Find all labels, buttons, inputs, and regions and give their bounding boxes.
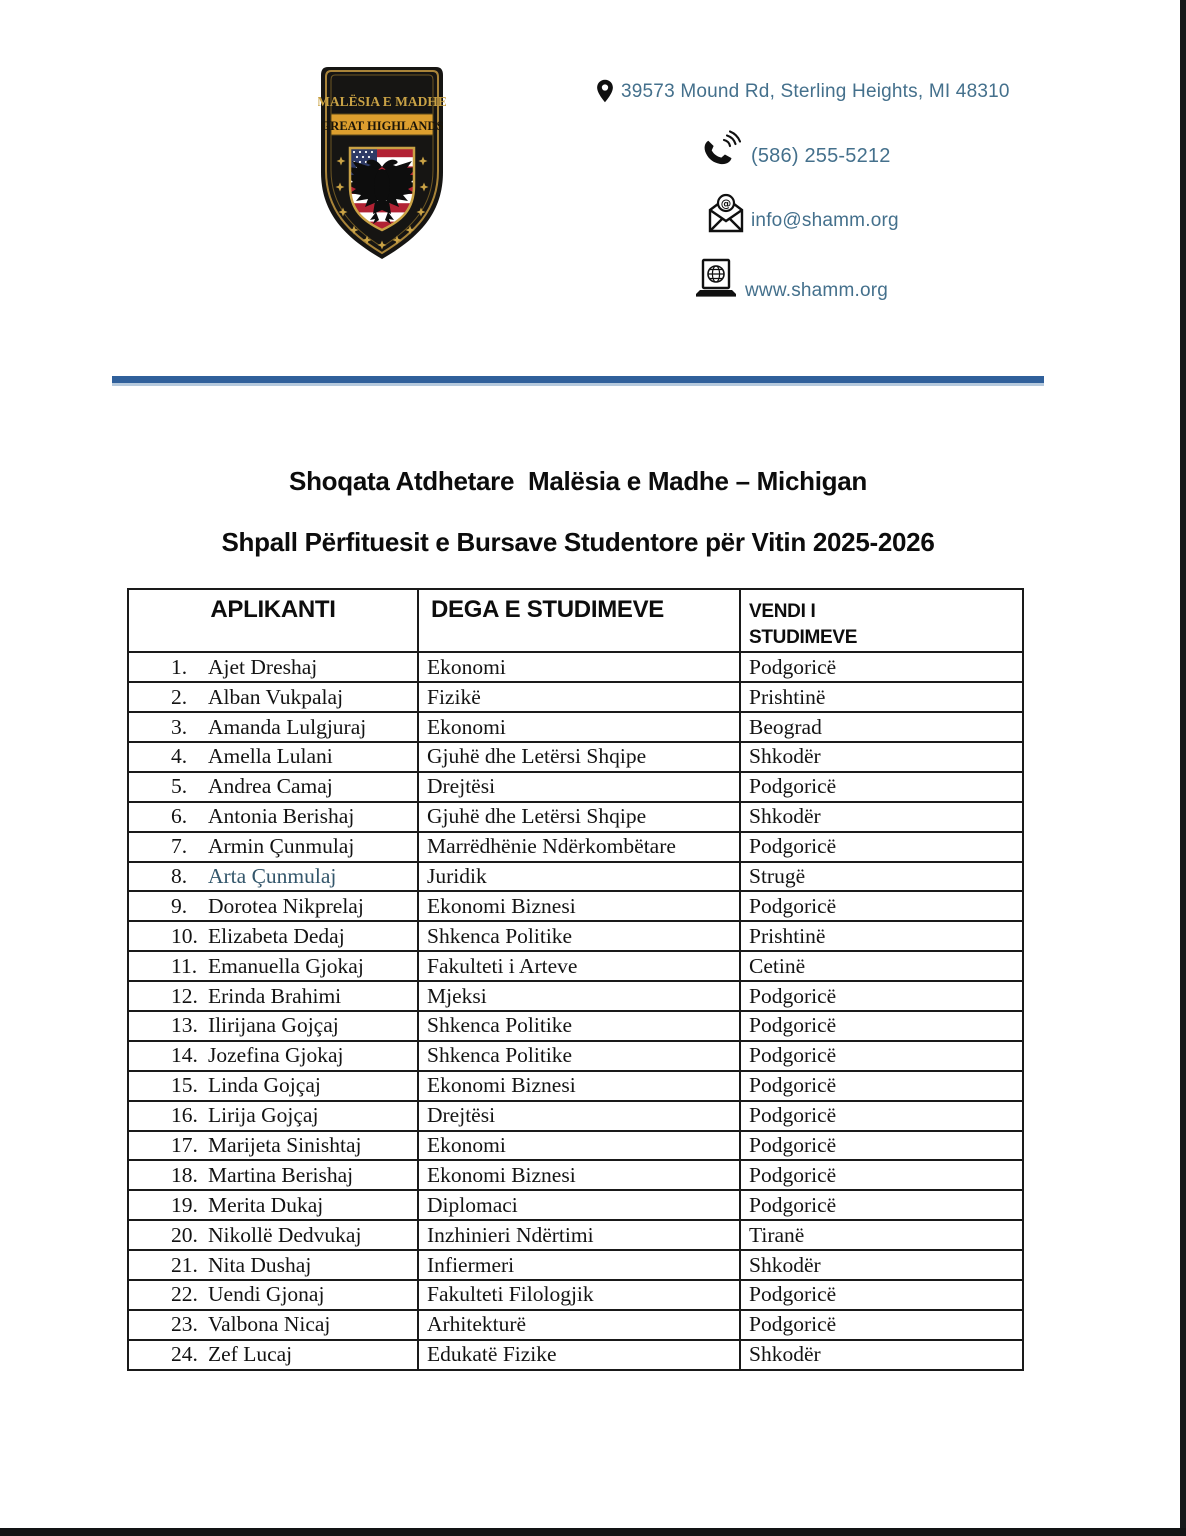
row-number: 2. (171, 684, 188, 709)
study-place-cell: Podgoricë (740, 1190, 1023, 1220)
table-row (128, 1280, 1023, 1310)
location-pin-icon (596, 78, 614, 104)
study-field-cell: Gjuhë dhe Letërsi Shqipe (418, 802, 740, 832)
row-number: 14. (171, 1043, 198, 1068)
website-line (694, 258, 889, 301)
applicant-name: Martina Berishaj (208, 1162, 354, 1187)
applicant-name: Emanuella Gjokaj (208, 953, 364, 978)
website-text: www.shamm.org (745, 280, 889, 301)
phone-icon (702, 130, 742, 168)
applicant-cell (128, 682, 418, 712)
applicant-cell (128, 1011, 418, 1041)
study-place-cell: Shkodër (740, 802, 1023, 832)
study-field-cell: Fizikë (418, 682, 740, 712)
study-field-cell: Edukatë Fizike (418, 1340, 740, 1370)
table-row (128, 682, 1023, 712)
table-row (128, 712, 1023, 742)
study-place-cell: Podgoricë (740, 1041, 1023, 1071)
applicant-cell (128, 951, 418, 981)
org-logo (318, 64, 446, 262)
applicant-name: Valbona Nicaj (208, 1312, 331, 1337)
table-row (128, 1310, 1023, 1340)
study-place-cell: Podgoricë (740, 772, 1023, 802)
applicant-name: Merita Dukaj (208, 1192, 324, 1217)
row-number: 16. (171, 1103, 198, 1128)
website-laptop-icon (694, 258, 738, 298)
study-field-cell: Gjuhë dhe Letërsi Shqipe (418, 742, 740, 772)
study-place-cell: Podgoricë (740, 652, 1023, 682)
address-line (596, 78, 1010, 104)
table-row (128, 951, 1023, 981)
study-place-cell: Podgoricë (740, 981, 1023, 1011)
study-place-cell: Podgoricë (740, 832, 1023, 862)
study-field-cell: Infiermeri (418, 1250, 740, 1280)
row-number: 20. (171, 1222, 198, 1247)
applicant-cell (128, 1340, 418, 1370)
row-number: 22. (171, 1282, 198, 1307)
applicant-name: Ajet Dreshaj (208, 654, 318, 679)
table-row (128, 1101, 1023, 1131)
table-row (128, 1041, 1023, 1071)
study-place-cell: Strugë (740, 862, 1023, 892)
table-row (128, 802, 1023, 832)
document-subtitle: Shpall Përfituesit e Bursave Studentore për Vitin 2025-2026 (221, 527, 935, 557)
table-row (128, 1340, 1023, 1370)
row-number: 24. (171, 1342, 198, 1367)
study-place-cell: Podgoricë (740, 1131, 1023, 1161)
logo-title-text: MALËSIA E MADHE (318, 94, 446, 109)
study-place-cell: Shkodër (740, 742, 1023, 772)
study-place-cell: Shkodër (740, 1340, 1023, 1370)
applicant-name: Antonia Berishaj (208, 804, 355, 829)
applicant-name: Alban Vukpalaj (208, 684, 344, 709)
applicant-name: Ilirijana Gojçaj (208, 1013, 339, 1038)
table-row (128, 652, 1023, 682)
study-field-cell: Marrëdhënie Ndërkombëtare (418, 832, 740, 862)
row-number: 19. (171, 1192, 198, 1217)
applicant-cell (128, 832, 418, 862)
study-field-cell: Drejtësi (418, 1101, 740, 1131)
table-row (128, 862, 1023, 892)
applicant-cell (128, 652, 418, 682)
study-field-cell: Juridik (418, 862, 740, 892)
applicant-cell (128, 1131, 418, 1161)
table-row (128, 891, 1023, 921)
applicant-cell (128, 1101, 418, 1131)
table-row (128, 1190, 1023, 1220)
applicant-cell (128, 1160, 418, 1190)
table-row (128, 832, 1023, 862)
applicant-cell (128, 1041, 418, 1071)
applicant-cell (128, 712, 418, 742)
row-number: 3. (171, 714, 188, 739)
applicant-name: Andrea Camaj (208, 774, 333, 799)
row-number: 13. (171, 1013, 198, 1038)
row-number: 15. (171, 1073, 198, 1098)
applicant-cell (128, 981, 418, 1011)
applicant-cell (128, 1250, 418, 1280)
row-number: 7. (171, 834, 188, 859)
applicant-name: Amella Lulani (208, 744, 333, 769)
study-place-cell: Podgoricë (740, 1101, 1023, 1131)
study-place-cell: Prishtinë (740, 682, 1023, 712)
row-number: 6. (171, 804, 188, 829)
contact-block (596, 78, 1066, 318)
study-field-cell: Ekonomi Biznesi (418, 1071, 740, 1101)
applicant-cell (128, 742, 418, 772)
applicant-name: Dorotea Nikprelaj (208, 893, 364, 918)
photo-bottom-edge (0, 1528, 1186, 1536)
applicant-cell (128, 772, 418, 802)
table-header-row (128, 589, 1023, 652)
study-field-cell: Fakulteti Filologjik (418, 1280, 740, 1310)
email-line (706, 192, 899, 233)
row-number: 11. (171, 953, 198, 978)
study-field-cell: Shkenca Politike (418, 1041, 740, 1071)
row-number: 5. (171, 774, 188, 799)
logo-subtitle-text: GREAT HIGHLANDS (320, 119, 444, 133)
applicant-name: Nita Dushaj (208, 1252, 312, 1277)
applicant-cell (128, 891, 418, 921)
row-number: 18. (171, 1162, 198, 1187)
header-aplikanti: APLIKANTI (128, 589, 418, 652)
applicant-cell (128, 1071, 418, 1101)
photo-right-edge (1180, 0, 1186, 1536)
study-field-cell: Ekonomi (418, 1131, 740, 1161)
applicant-cell (128, 921, 418, 951)
applicant-name: Jozefina Gjokaj (208, 1043, 344, 1068)
row-number: 4. (171, 744, 188, 769)
svg-text:@: @ (720, 198, 732, 210)
table-row (128, 1071, 1023, 1101)
study-field-cell: Arhitekturë (418, 1310, 740, 1340)
row-number: 21. (171, 1252, 198, 1277)
study-place-cell: Beograd (740, 712, 1023, 742)
applicant-cell (128, 802, 418, 832)
applicant-name: Nikollë Dedvukaj (208, 1222, 362, 1247)
applicant-name: Erinda Brahimi (208, 983, 342, 1008)
applicant-name: Marijeta Sinishtaj (208, 1132, 362, 1157)
applicant-name: Arta Çunmulaj (208, 863, 337, 888)
applicant-cell (128, 1220, 418, 1250)
phone-line (702, 130, 891, 168)
study-place-cell: Podgoricë (740, 1071, 1023, 1101)
applicant-name: Lirija Gojçaj (208, 1103, 319, 1128)
study-place-cell: Podgoricë (740, 1160, 1023, 1190)
blue-divider-rule (112, 376, 1044, 386)
row-number: 8. (171, 863, 188, 888)
study-place-cell: Tiranë (740, 1220, 1023, 1250)
row-number: 12. (171, 983, 198, 1008)
header-dega: DEGA E STUDIMEVE (418, 589, 740, 652)
study-field-cell: Ekonomi (418, 652, 740, 682)
applicant-cell (128, 1310, 418, 1340)
study-field-cell: Shkenca Politike (418, 1011, 740, 1041)
study-field-cell: Drejtësi (418, 772, 740, 802)
row-number: 9. (171, 893, 188, 918)
shield-logo-icon (318, 64, 446, 262)
study-field-cell: Diplomaci (418, 1190, 740, 1220)
applicant-name: Zef Lucaj (208, 1342, 293, 1367)
table-row (128, 981, 1023, 1011)
row-number: 10. (171, 923, 198, 948)
table-row (128, 921, 1023, 951)
document-title: Shoqata Atdhetare Malësia e Madhe – Michigan (289, 466, 867, 496)
applicant-name: Uendi Gjonaj (208, 1282, 325, 1307)
study-field-cell: Fakulteti i Arteve (418, 951, 740, 981)
row-number: 23. (171, 1312, 198, 1337)
study-field-cell: Mjeksi (418, 981, 740, 1011)
table-row (128, 742, 1023, 772)
applicant-cell (128, 1280, 418, 1310)
study-place-cell: Podgoricë (740, 891, 1023, 921)
phone-text: (586) 255-5212 (751, 145, 891, 167)
study-place-cell: Shkodër (740, 1250, 1023, 1280)
applicant-name: Amanda Lulgjuraj (208, 714, 367, 739)
header-vendi: VENDI I STUDIMEVE (740, 589, 1023, 652)
applicant-name: Linda Gojçaj (208, 1073, 321, 1098)
applicant-cell (128, 862, 418, 892)
study-place-cell: Podgoricë (740, 1280, 1023, 1310)
study-place-cell: Cetinë (740, 951, 1023, 981)
table-row (128, 1220, 1023, 1250)
study-field-cell: Ekonomi (418, 712, 740, 742)
table-row (128, 1011, 1023, 1041)
table-row (128, 772, 1023, 802)
table-body (128, 652, 1023, 1369)
applicant-cell (128, 1190, 418, 1220)
study-place-cell: Podgoricë (740, 1011, 1023, 1041)
study-field-cell: Inzhinieri Ndërtimi (418, 1220, 740, 1250)
applicant-name: Elizabeta Dedaj (208, 923, 345, 948)
study-place-cell: Prishtinë (740, 921, 1023, 951)
study-field-cell: Ekonomi Biznesi (418, 1160, 740, 1190)
applicant-name: Armin Çunmulaj (208, 834, 355, 859)
study-place-cell: Podgoricë (740, 1310, 1023, 1340)
address-text: 39573 Mound Rd, Sterling Heights, MI 48310 (621, 81, 1010, 102)
table-row (128, 1250, 1023, 1280)
table-row (128, 1160, 1023, 1190)
row-number: 17. (171, 1132, 198, 1157)
email-icon (706, 192, 746, 233)
table-row (128, 1131, 1023, 1161)
study-field-cell: Shkenca Politike (418, 921, 740, 951)
recipients-table (127, 588, 1024, 1371)
study-field-cell: Ekonomi Biznesi (418, 891, 740, 921)
email-text: info@shamm.org (751, 210, 899, 231)
row-number: 1. (171, 654, 188, 679)
